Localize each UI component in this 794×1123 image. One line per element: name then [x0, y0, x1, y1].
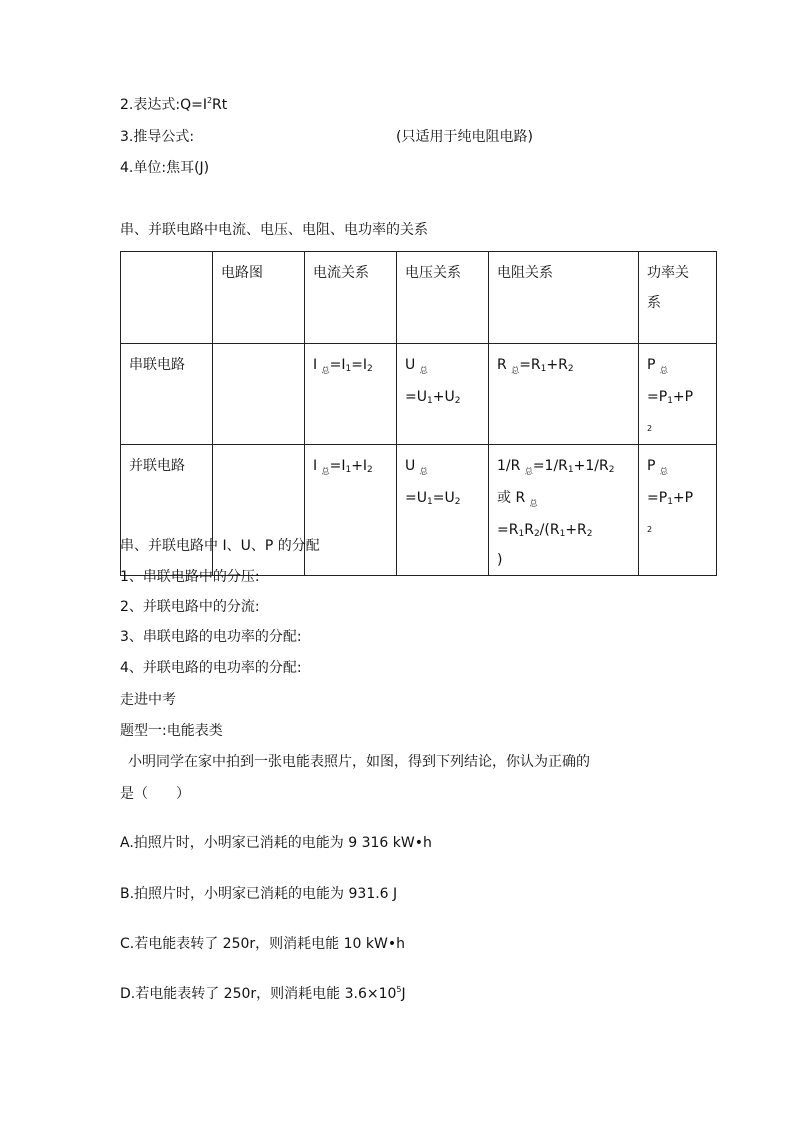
question-stem-cont: 是（ ）	[120, 786, 190, 802]
distribution-item: 3、串联电路的电功率的分配:	[120, 629, 302, 645]
circuit-diagram-cell	[213, 344, 305, 445]
row-name-parallel: 并联电路	[121, 445, 213, 576]
series-voltage: U $_总=U_1+U_2$	[397, 344, 489, 445]
header-power: 功率关 系	[639, 252, 717, 344]
header-resistance: 电阻关系	[489, 252, 639, 344]
option-b: B.拍照片时，小明家已消耗的电能为 931.6 J	[120, 886, 398, 902]
expression-line: 2.表达式$:Q=I^2Rt$	[120, 96, 228, 113]
unit-line: 4.单位:焦耳(J)	[120, 160, 210, 176]
option-c: C.若电能表转了 250r，则消耗电能 10 kW•h	[120, 936, 405, 952]
series-current: I $_总=I_1=I_2$	[305, 344, 397, 445]
derived-formula-note: (只适用于纯电阻电路)	[396, 129, 533, 145]
question-stem: 小明同学在家中拍到一张电能表照片，如图，得到下列结论，你认为正确的	[128, 754, 590, 770]
derived-formula-label: 3.推导公式:	[120, 129, 195, 145]
table-title: 串、并联电路中电流、电压、电阻、电功率的关系	[120, 222, 428, 238]
parallel-resistance: 1/R $_总=1/R_1+1/R_2$ 或 R $_总=R_1R_2/(R_1+R_2$ )	[489, 445, 639, 576]
header-circuit-diagram: 电路图	[213, 252, 305, 344]
option-a: A.拍照片时，小明家已消耗的电能为 9 316 kW•h	[120, 835, 432, 851]
parallel-voltage: U $_总=U_1=U_2$	[397, 445, 489, 576]
table-row	[121, 344, 717, 445]
distribution-title: 串、并联电路中 I、U、P 的分配	[120, 538, 320, 554]
series-resistance: R $_总=R_1+R_2$	[489, 344, 639, 445]
option-d: D.若电能表转了 250r，则消耗电能 $3.6\times 10^5J$	[120, 985, 406, 1002]
parallel-power: P $_总=P_1+P$ 2	[639, 445, 717, 576]
parallel-current: I $_总=I_1+I_2$	[305, 445, 397, 576]
distribution-item: 1、串联电路中的分压:	[120, 569, 260, 585]
exam-section-heading: 走进中考	[120, 692, 176, 708]
relationship-table	[120, 251, 717, 576]
header-blank	[121, 252, 213, 344]
distribution-item: 2、并联电路中的分流:	[120, 599, 260, 615]
distribution-item: 4、并联电路的电功率的分配:	[120, 660, 302, 676]
header-voltage: 电压关系	[397, 252, 489, 344]
header-current: 电流关系	[305, 252, 397, 344]
series-power: P $_总=P_1+P$ 2	[639, 344, 717, 445]
table-header-row	[121, 252, 717, 344]
question-type-heading: 题型一:电能表类	[120, 723, 223, 739]
row-name-series: 串联电路	[121, 344, 213, 445]
